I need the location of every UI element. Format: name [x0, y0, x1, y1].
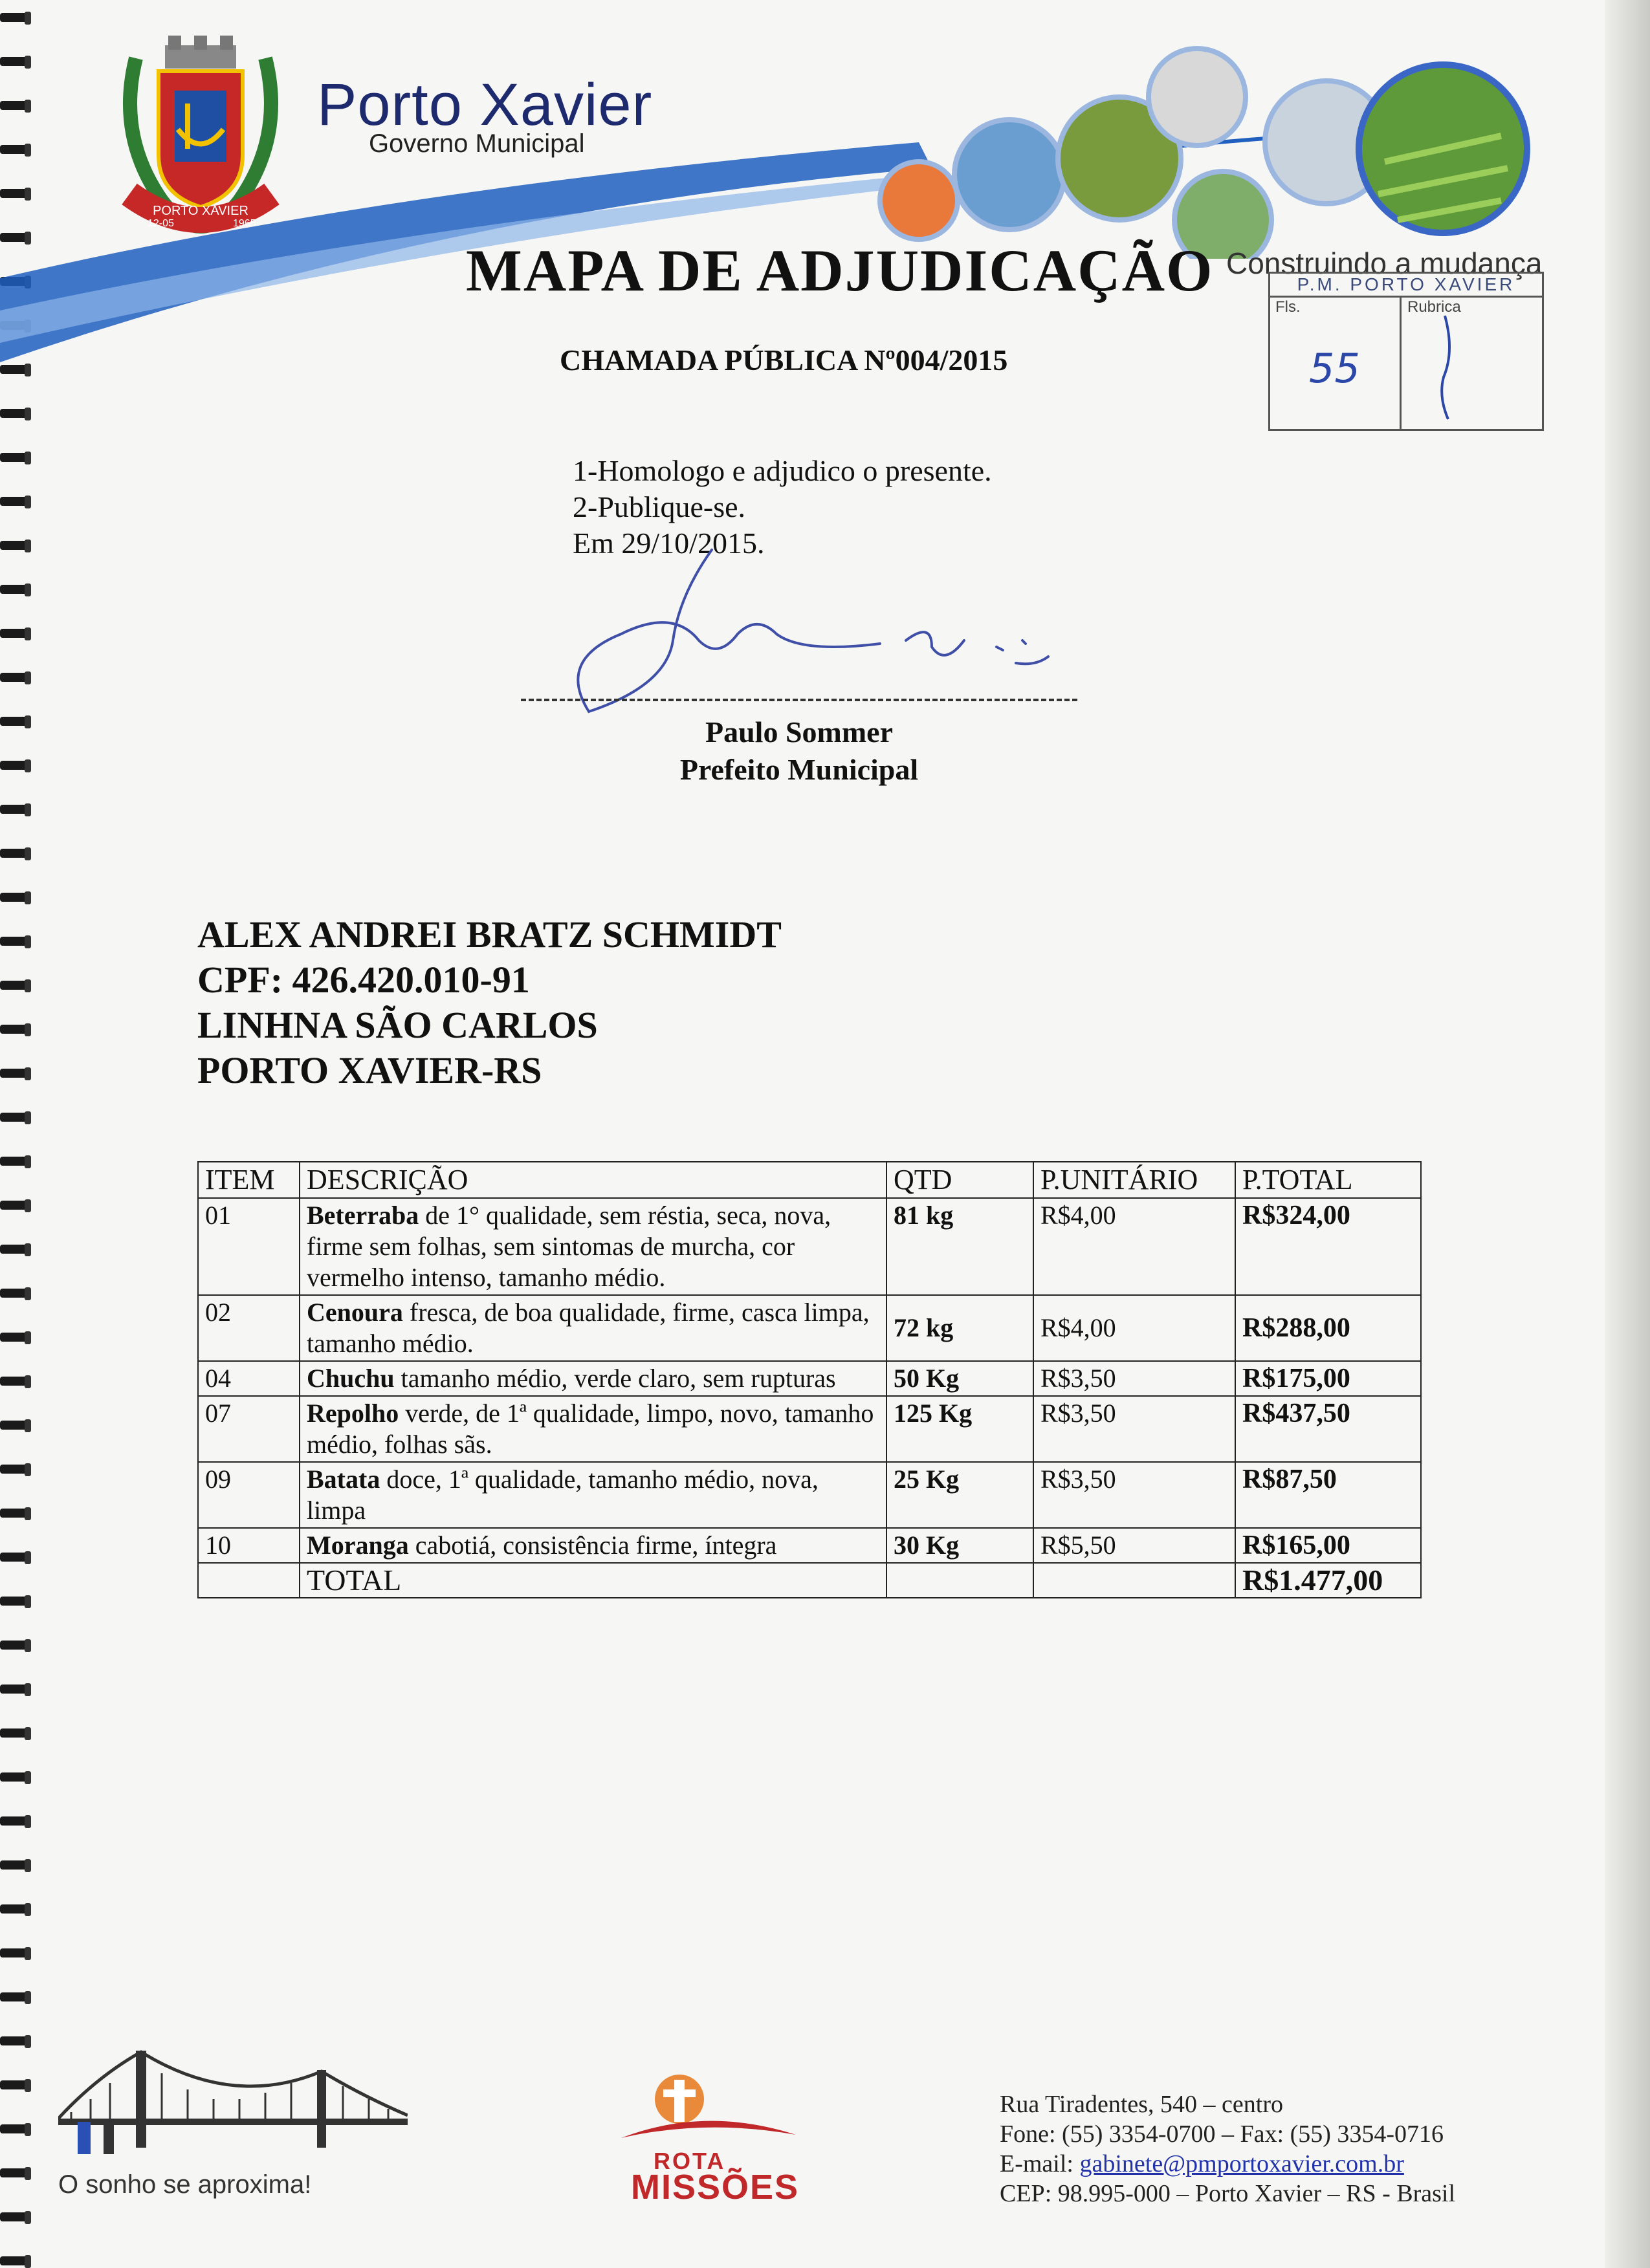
- cell-qtd: 125 Kg: [886, 1396, 1033, 1462]
- table-row: [198, 1396, 1421, 1462]
- cell-empty: [886, 1563, 1033, 1598]
- approval-line-1: 1-Homologo e adjudico o presente.: [573, 454, 992, 487]
- cell-empty: [198, 1563, 300, 1598]
- page-edge-shadow: [1605, 0, 1650, 2268]
- cell-item: 09: [198, 1462, 300, 1528]
- product-name: Moranga: [307, 1531, 409, 1560]
- cell-item: 07: [198, 1396, 300, 1462]
- email-link[interactable]: gabinete@pmportoxavier.com.br: [1079, 2150, 1404, 2177]
- cell-description: [300, 1361, 886, 1396]
- total-label: TOTAL: [300, 1563, 886, 1598]
- product-spec: verde, de 1ª qualidade, limpo, novo, tamanho médio, folhas sãs.: [307, 1399, 874, 1459]
- cell-description: [300, 1396, 886, 1462]
- adjudication-table: [197, 1161, 1422, 1598]
- cell-description: [300, 1295, 886, 1361]
- crest-year-text: 1965: [233, 218, 256, 229]
- cell-unit-price: R$3,50: [1033, 1361, 1235, 1396]
- address-street: Rua Tiradentes, 540 – centro: [1000, 2091, 1284, 2118]
- rota-label: ROTA: [654, 2148, 726, 2174]
- col-header-item: ITEM: [198, 1162, 300, 1198]
- cell-item: 10: [198, 1528, 300, 1563]
- cell-total-price: R$324,00: [1235, 1198, 1421, 1295]
- cell-qtd: 72 kg: [886, 1295, 1033, 1361]
- cell-qtd: 81 kg: [886, 1198, 1033, 1295]
- email-label: E-mail:: [1000, 2150, 1080, 2177]
- approval-line-2: 2-Publique-se.: [573, 490, 746, 523]
- col-header-description: DESCRIÇÃO: [300, 1162, 886, 1198]
- table-row: [198, 1361, 1421, 1396]
- product-spec: tamanho médio, verde claro, sem rupturas: [401, 1364, 836, 1393]
- supplier-cpf: CPF: 426.420.010-91: [197, 959, 530, 1001]
- cell-qtd: 50 Kg: [886, 1361, 1033, 1396]
- cell-total-price: R$288,00: [1235, 1295, 1421, 1361]
- photo-circle-medical: [1149, 49, 1246, 146]
- crest-date-text: 12-05: [148, 218, 174, 229]
- cell-description: [300, 1462, 886, 1528]
- page-stamp: [1268, 272, 1544, 431]
- handwritten-signature: [544, 537, 1074, 725]
- address-phone: Fone: (55) 3354-0700 – Fax: (55) 3354-0716: [1000, 2121, 1444, 2148]
- col-header-unit-price: P.UNITÁRIO: [1033, 1162, 1235, 1198]
- footer-address: [1000, 2089, 1455, 2208]
- cell-total-price: R$87,50: [1235, 1462, 1421, 1528]
- address-email-line: [1000, 2149, 1455, 2179]
- total-value: R$1.477,00: [1235, 1563, 1421, 1598]
- slogan: Construindo a mudança: [1226, 246, 1543, 280]
- cell-total-price: R$175,00: [1235, 1361, 1421, 1396]
- photo-circle-bridge: [954, 120, 1064, 230]
- cell-item: 01: [198, 1198, 300, 1295]
- cell-qtd: 30 Kg: [886, 1528, 1033, 1563]
- stamp-header: P.M. PORTO XAVIER: [1270, 274, 1542, 298]
- product-spec: doce, 1ª qualidade, tamanho médio, nova, limpa: [307, 1465, 819, 1525]
- signatory-role: Prefeito Municipal: [679, 753, 919, 786]
- product-spec: de 1° qualidade, sem réstia, seca, nova, firme sem folhas, sem sintomas de murcha, cor vermelho intenso, tamanho médio.: [307, 1201, 831, 1292]
- cell-unit-price: R$4,00: [1033, 1198, 1235, 1295]
- cell-unit-price: R$4,00: [1033, 1295, 1235, 1361]
- table-row: [198, 1295, 1421, 1361]
- stamp-page-number: 55: [1309, 345, 1360, 392]
- cell-item: 04: [198, 1361, 300, 1396]
- cell-empty: [1033, 1563, 1235, 1598]
- supplier-city: PORTO XAVIER-RS: [197, 1049, 542, 1091]
- address-cep: CEP: 98.995-000 – Porto Xavier – RS - Brasil: [1000, 2180, 1456, 2207]
- signature-line: [521, 699, 1077, 701]
- product-spec: fresca, de boa qualidade, firme, casca limpa, tamanho médio.: [307, 1298, 870, 1358]
- photo-circle-handshake: [880, 162, 958, 239]
- table-row: [198, 1198, 1421, 1295]
- cell-total-price: R$437,50: [1235, 1396, 1421, 1462]
- call-number: CHAMADA PÚBLICA Nº004/2015: [560, 343, 1008, 376]
- crest-banner-text: PORTO XAVIER: [153, 204, 248, 218]
- col-header-total-price: P.TOTAL: [1235, 1162, 1421, 1198]
- cell-unit-price: R$5,50: [1033, 1528, 1235, 1563]
- missoes-label: MISSÕES: [631, 2168, 800, 2207]
- product-name: Chuchu: [307, 1364, 395, 1393]
- cell-description: [300, 1198, 886, 1295]
- table-header-row: [198, 1162, 1421, 1198]
- product-name: Repolho: [307, 1399, 399, 1428]
- bridge-logo-icon: [58, 2038, 408, 2161]
- cell-item: 02: [198, 1295, 300, 1361]
- signatory-name: Paulo Sommer: [705, 715, 893, 748]
- table-row: [198, 1528, 1421, 1563]
- stamp-fls-label: Fls.: [1275, 298, 1301, 316]
- product-name: Beterraba: [307, 1201, 419, 1230]
- page-title: MAPA DE ADJUDICAÇÃO: [466, 237, 1214, 303]
- table-row: [198, 1462, 1421, 1528]
- cell-total-price: R$165,00: [1235, 1528, 1421, 1563]
- cell-unit-price: R$3,50: [1033, 1462, 1235, 1528]
- cell-description: [300, 1528, 886, 1563]
- table-total-row: [198, 1563, 1421, 1598]
- brand-subtitle: Governo Municipal: [369, 129, 585, 158]
- stamp-rubric-signature: [1425, 312, 1464, 422]
- rota-missoes-logo-icon: [615, 2070, 802, 2148]
- col-header-qtd: QTD: [886, 1162, 1033, 1198]
- supplier-address: LINHNA SÃO CARLOS: [197, 1004, 598, 1046]
- approval-line-3: Em 29/10/2015.: [573, 527, 765, 560]
- stamp-rubrica-label: Rubrica: [1407, 298, 1461, 316]
- footer-slogan: O sonho se aproxima!: [58, 2170, 312, 2199]
- supplier-block: [197, 912, 782, 1093]
- supplier-name: ALEX ANDREI BRATZ SCHMIDT: [197, 913, 782, 955]
- cell-unit-price: R$3,50: [1033, 1396, 1235, 1462]
- brand-name: Porto Xavier: [317, 72, 653, 138]
- cell-qtd: 25 Kg: [886, 1462, 1033, 1528]
- header-photo-collage: [861, 39, 1540, 259]
- product-name: Batata: [307, 1465, 380, 1494]
- product-spec: cabotiá, consistência firme, íntegra: [415, 1531, 777, 1560]
- product-name: Cenoura: [307, 1298, 403, 1327]
